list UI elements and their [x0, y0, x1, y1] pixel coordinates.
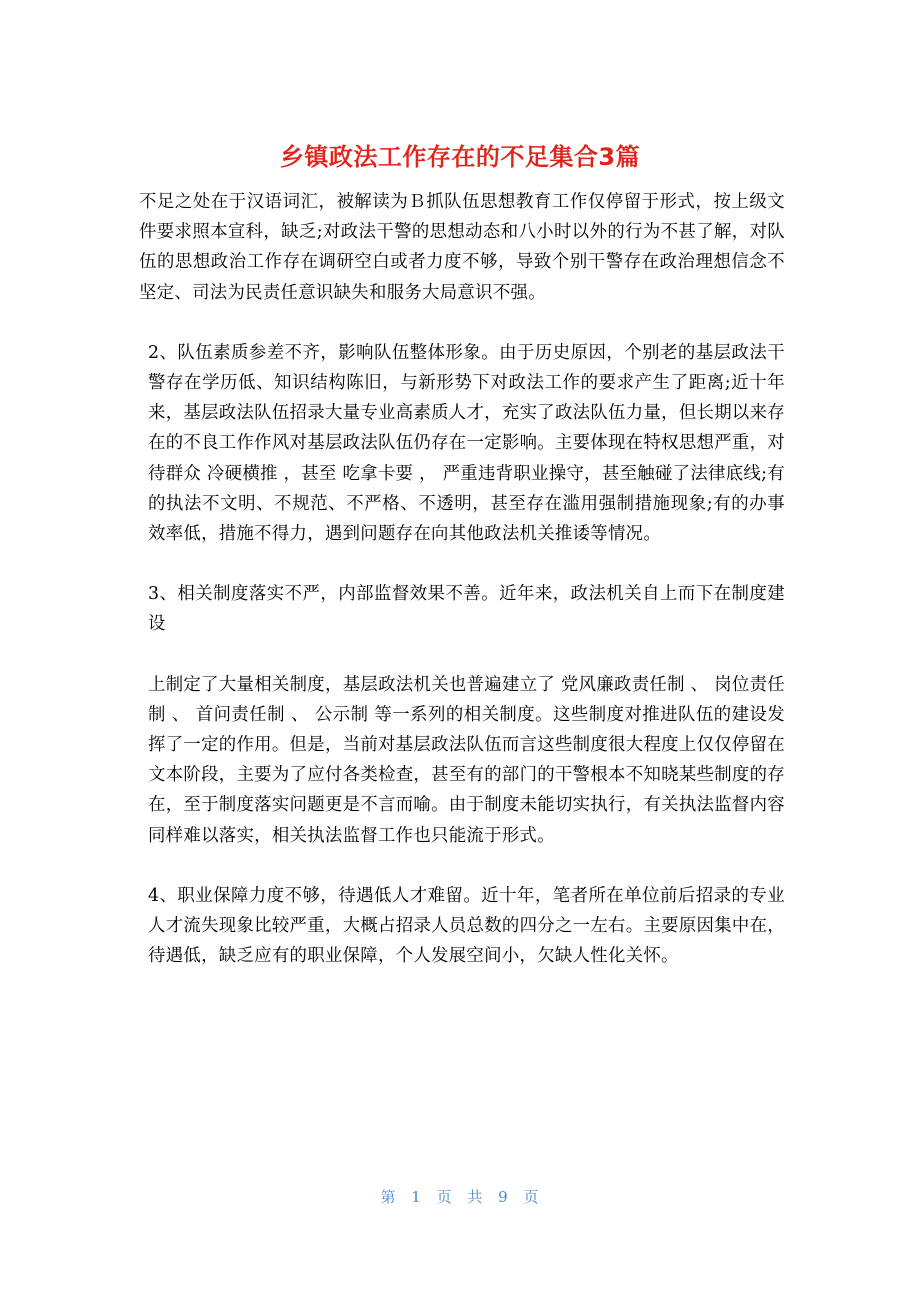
paragraph-item-3-continued: 上制定了大量相关制度，基层政法机关也普遍建立了 党风廉政责任制 、 岗位责任制 、 首问责任制 、 公示制 等一系列的相关制度。这些制度对推进队伍的建设发挥了一定的作用。但是，当前对基层政法队伍而言这些制度很大程度上仅仅停留在文本阶段，主要为了应付各类检查，甚至有的部门的干警根本不知晓某些制度的存在，至于制度落实问题更是不言而喻。由于制度未能切实执行，有关执法监督内容同样难以落实，相关执法监督工作也只能流于形式。 [148, 674, 785, 846]
document-title: 乡镇政法工作存在的不足集合3篇 [279, 143, 641, 171]
paragraph-item-2: 2、队伍素质参差不齐，影响队伍整体形象。由于历史原因，个别老的基层政法干警存在学历低、知识结构陈旧，与新形势下对政法工作的要求产生了距离;近十年来，基层政法队伍招录大量专业高素质人才，充实了政法队伍力量，但长期以来存在的不良工作作风对基层政法队伍仍存在一定影响。主要体现在特权思想严重，对待群众 冷硬横推 ，甚至 吃拿卡要 ， 严重违背职业操守，甚至触碰了法律底线;有的执法不文明、不规范、不严格、不透明，甚至存在滥用强制措施现象;有的办事效率低，措施不得力，遇到问题存在向其他政法机关推诿等情况。 [148, 342, 785, 545]
paragraph-item-3: 3、相关制度落实不严，内部监督效果不善。近年来，政法机关自上而下在制度建设 [148, 584, 785, 635]
page-number-footer: 第 1 页 共 9 页 [380, 1188, 540, 1206]
document-body [139, 187, 785, 971]
paragraph-intro: 不足之处在于汉语词汇，被解读为Ｂ抓队伍思想教育工作仅停留于形式，按上级文件要求照本宣科，缺乏;对政法干警的思想动态和八小时以外的行为不甚了解，对队伍的思想政治工作存在调研空白或者力度不够，导致个别干警存在政治理想信念不坚定、司法为民责任意识缺失和服务大局意识不强。 [139, 192, 785, 303]
paragraph-item-4: 4、职业保障力度不够，待遇低人才难留。近十年，笔者所在单位前后招录的专业人才流失现象比较严重，大概占招录人员总数的四分之一左右。主要原因集中在，待遇低，缺乏应有的职业保障，个人发展空间小，欠缺人性化关怀。 [148, 885, 785, 967]
